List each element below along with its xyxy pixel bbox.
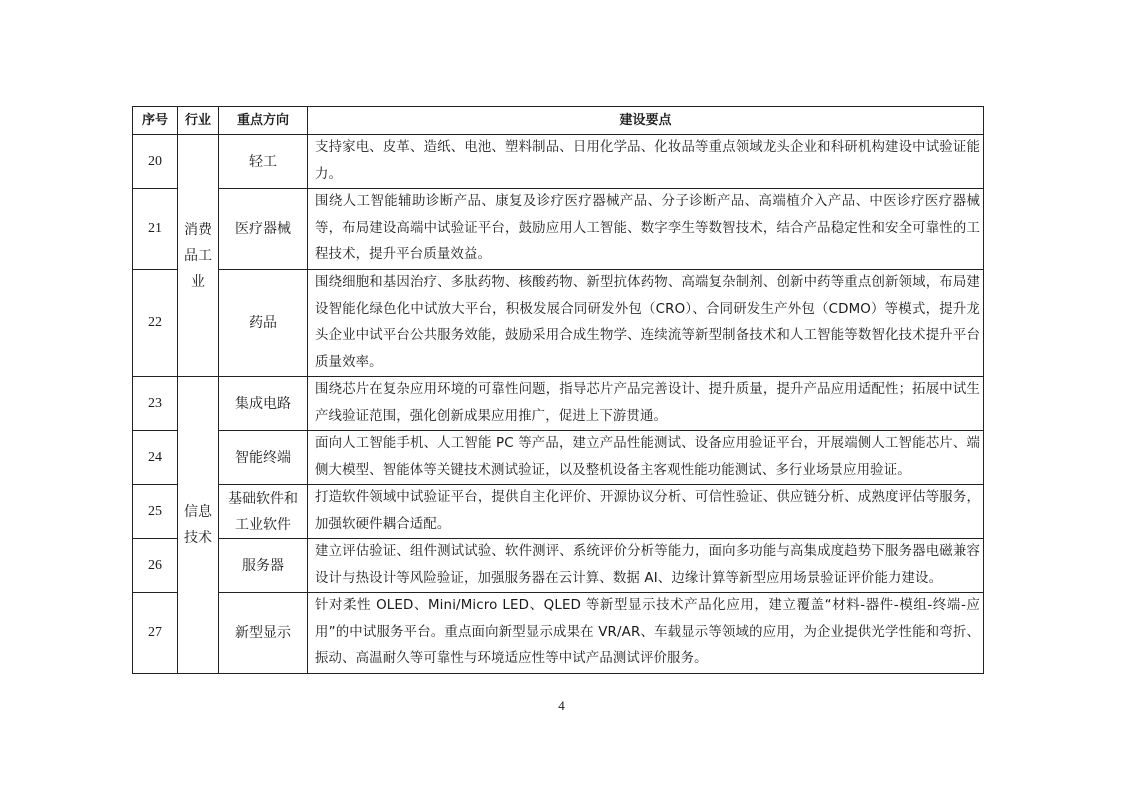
key-direction-cell <box>219 377 308 431</box>
construction-points-cell: 围绕芯片在复杂应用环境的可靠性问题，指导芯片产品完善设计、提升质量，提升产品应用适配性；拓展中试生产线验证范围，强化创新成果应用推广，促进上下游贯通。 <box>308 377 984 431</box>
key-direction-label: 基础软件和工业软件 <box>228 490 298 533</box>
key-direction-label: 新型显示 <box>235 625 291 641</box>
table-row <box>133 189 984 270</box>
table-row <box>133 270 984 377</box>
table-row <box>133 593 984 674</box>
construction-points-cell: 支持家电、皮革、造纸、电池、塑料制品、日用化学品、化妆品等重点领域龙头企业和科研机构建设中试验证能力。 <box>308 135 984 189</box>
row-serial-number: 22 <box>133 270 178 377</box>
key-direction-cell <box>219 189 308 270</box>
key-direction-label: 集成电路 <box>235 395 291 412</box>
construction-points-cell: 围绕细胞和基因治疗、多肽药物、核酸药物、新型抗体药物、高端复杂制剂、创新中药等重点创新领域，布局建设智能化绿色化中试放大平台，积极发展合同研发外包（CRO）、合同研发生产外包（CDMO）等模式，提升龙头企业中试平台公共服务效能，鼓励采用合成生物学、连续流等新型制备技术和人工智能等数智化技术提升平台质量效率。 <box>308 270 984 377</box>
key-direction-label: 服务器 <box>242 557 284 574</box>
header-key-direction: 重点方向 <box>219 107 308 135</box>
construction-points-cell: 建立评估验证、组件测试试验、软件测评、系统评价分析等能力，面向多功能与高集成度趋势下服务器电磁兼容设计与热设计等风险验证，加强服务器在云计算、数据 AI、边缘计算等新型应用场景验证评价能力建设。 <box>308 539 984 593</box>
key-direction-cell <box>219 485 308 539</box>
construction-points-cell: 针对柔性 OLED、Mini/Micro LED、QLED 等新型显示技术产品化应用，建立覆盖“材料-器件-模组-终端-应用”的中试服务平台。重点面向新型显示成果在 VR/AR、车载显示等领域的应用，为企业提供光学性能和弯折、振动、高温耐久等可靠性与环境适应性等中试产品测试评价服务。 <box>308 593 984 674</box>
construction-points-cell: 打造软件领域中试验证平台，提供自主化评价、开源协议分析、可信性验证、供应链分析、成熟度评估等服务，加强软硬件耦合适配。 <box>308 485 984 539</box>
industry-label: 信息技术 <box>184 504 212 546</box>
row-serial-number: 24 <box>133 431 178 485</box>
key-direction-cell <box>219 135 308 189</box>
construction-points-table <box>132 106 984 674</box>
table-row <box>133 539 984 593</box>
table-row <box>133 135 984 189</box>
key-direction-label: 智能终端 <box>235 449 291 466</box>
key-direction-cell <box>219 593 308 674</box>
header-construction-points: 建设要点 <box>308 107 984 135</box>
row-serial-number: 27 <box>133 593 178 674</box>
row-serial-number: 25 <box>133 485 178 539</box>
key-direction-label: 轻工 <box>249 153 277 170</box>
key-direction-cell <box>219 270 308 377</box>
key-direction-cell <box>219 539 308 593</box>
row-serial-number: 23 <box>133 377 178 431</box>
header-serial-number: 序号 <box>133 107 178 135</box>
key-direction-label: 医疗器械 <box>235 221 291 237</box>
industry-cell-it <box>178 377 219 674</box>
industry-cell-consumer <box>178 135 219 377</box>
key-direction-label: 药品 <box>249 315 277 331</box>
page-number: 4 <box>558 698 565 713</box>
table-row <box>133 377 984 431</box>
construction-points-cell: 围绕人工智能辅助诊断产品、康复及诊疗医疗器械产品、分子诊断产品、高端植介入产品、中医诊疗医疗器械等，布局建设高端中试验证平台，鼓励应用人工智能、数字孪生等数智技术，结合产品稳定性和安全可靠性的工程技术，提升平台质量效益。 <box>308 189 984 270</box>
construction-points-cell: 面向人工智能手机、人工智能 PC 等产品，建立产品性能测试、设备应用验证平台，开展端侧人工智能芯片、端侧大模型、智能体等关键技术测试验证，以及整机设备主客观性能功能测试、多行业场景应用验证。 <box>308 431 984 485</box>
header-industry: 行业 <box>178 107 219 135</box>
row-serial-number: 26 <box>133 539 178 593</box>
table-row <box>133 485 984 539</box>
key-direction-cell <box>219 431 308 485</box>
table-row <box>133 431 984 485</box>
table-header-row <box>133 107 984 135</box>
row-serial-number: 21 <box>133 189 178 270</box>
industry-label: 消费品工业 <box>184 221 212 290</box>
row-serial-number: 20 <box>133 135 178 189</box>
